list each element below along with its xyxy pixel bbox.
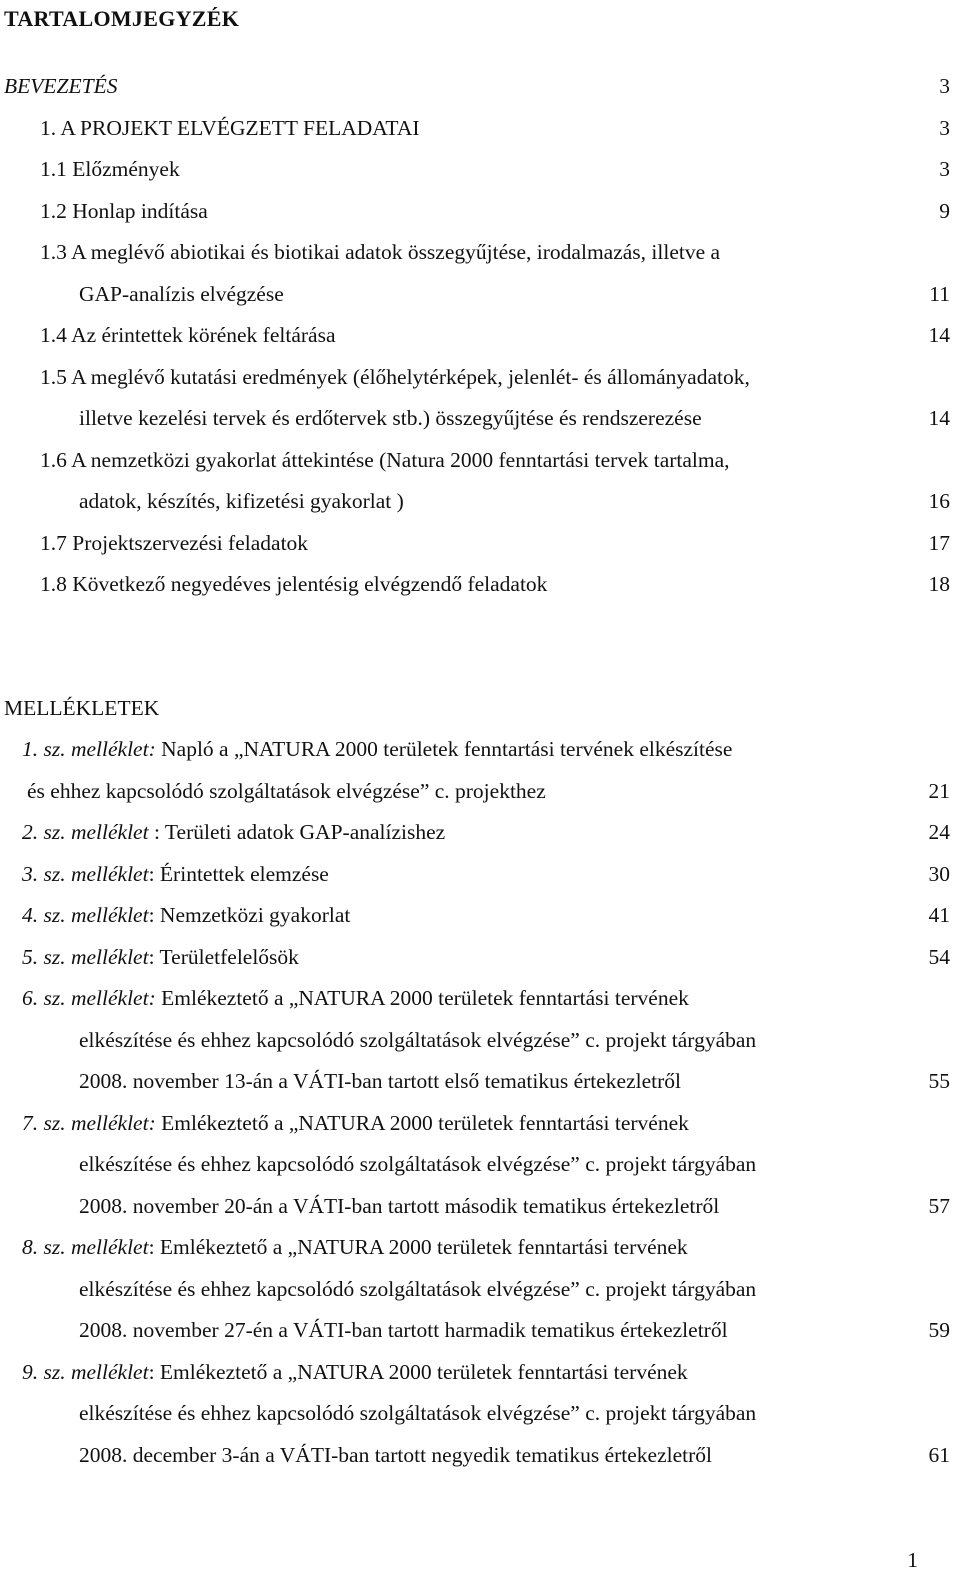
toc-page-number: 17: [928, 530, 950, 555]
toc-page-number: 11: [929, 281, 950, 306]
annex-label: melléklet: [65, 903, 149, 927]
annex-page-number: 24: [928, 820, 950, 844]
toc-entry-line: 1.4 Az érintettek körének feltárása: [40, 323, 336, 347]
toc-page-number: 14: [928, 406, 950, 430]
annex-number: 7. sz.: [22, 1110, 66, 1135]
annex-entry-line: [22, 1359, 688, 1385]
toc-entry-line: 1.1 Előzmények: [40, 157, 180, 181]
annex-title: : Területi adatok GAP-analízishez: [148, 820, 446, 844]
annex-page-number: 61: [928, 1442, 950, 1467]
toc-page-number: 3: [939, 74, 950, 98]
toc-entry-line: 1. A PROJEKT ELVÉGZETT FELADATAI: [40, 115, 420, 140]
annex-number: 6. sz.: [22, 986, 66, 1010]
toc-entry-line: 1.5 A meglévő kutatási eredmények (élőhelytérképek, jelenlét- és állományadatok,: [40, 364, 750, 389]
annex-title: : Területfelelősök: [148, 944, 299, 969]
annex-page-number: 21: [928, 778, 950, 803]
annex-label: melléklet: [65, 861, 149, 886]
annex-title: Napló a „NATURA 2000 területek fenntartási tervének elkészítése: [155, 737, 733, 761]
annex-label: melléklet:: [65, 986, 156, 1010]
annex-entry-line: [22, 736, 732, 762]
annex-entry-line: [22, 1234, 688, 1260]
annex-number: 1. sz.: [22, 737, 66, 761]
toc-page-number: 14: [928, 323, 950, 347]
toc-page-number: 3: [939, 115, 950, 140]
toc-entry-line: adatok, készítés, kifizetési gyakorlat ): [79, 489, 404, 513]
annex-page-number: 55: [928, 1069, 950, 1093]
toc-title: TARTALOMJEGYZÉK: [4, 6, 240, 31]
annex-label: melléklet:: [65, 737, 156, 761]
annex-page-number: 54: [928, 944, 950, 969]
annex-page-number: 59: [928, 1318, 950, 1342]
annex-title: : Nemzetközi gyakorlat: [148, 903, 351, 927]
annex-entry-line: [22, 819, 445, 845]
toc-page-number: 16: [928, 489, 950, 513]
annex-number: 5. sz.: [22, 944, 66, 969]
annex-number: 8. sz.: [22, 1235, 66, 1259]
annex-label: melléklet: [65, 820, 149, 844]
annex-continuation-line: 2008. december 3-án a VÁTI-ban tartott negyedik tematikus értekezletről: [79, 1442, 713, 1467]
annex-continuation-line: elkészítése és ehhez kapcsolódó szolgáltatások elvégzése” c. projekt tárgyában: [79, 1152, 757, 1176]
page-number: 1: [907, 1548, 918, 1572]
annex-number: 3. sz.: [22, 861, 66, 886]
annex-number: 9. sz.: [22, 1359, 66, 1384]
annex-continuation-line: 2008. november 13-án a VÁTI-ban tartott első tematikus értekezletről: [79, 1069, 681, 1093]
annex-continuation-line: 2008. november 27-én a VÁTI-ban tartott harmadik tematikus értekezletről: [79, 1318, 728, 1342]
toc-page-number: 9: [939, 198, 950, 223]
toc-page-number: 3: [939, 157, 950, 181]
annex-continuation-line: és ehhez kapcsolódó szolgáltatások elvégzése” c. projekthez: [27, 778, 546, 803]
annex-label: melléklet: [65, 1359, 149, 1384]
toc-entry-line: GAP-analízis elvégzése: [79, 281, 284, 306]
annex-title: Emlékeztető a „NATURA 2000 területek fenntartási tervének: [155, 986, 689, 1010]
toc-page-number: 18: [928, 572, 950, 596]
annex-entry-line: [22, 944, 299, 970]
toc-entry-line: BEVEZETÉS: [4, 74, 118, 98]
annex-continuation-line: 2008. november 20-án a VÁTI-ban tartott második tematikus értekezletről: [79, 1193, 720, 1218]
toc-entry-line: 1.6 A nemzetközi gyakorlat áttekintése (Natura 2000 fenntartási tervek tartalma,: [40, 447, 730, 472]
toc-entry-line: 1.8 Következő negyedéves jelentésig elvégzendő feladatok: [40, 572, 548, 596]
annex-label: melléklet: [65, 1235, 149, 1259]
annex-entry-line: [22, 1110, 689, 1136]
annex-page-number: 57: [928, 1193, 950, 1218]
annex-heading: MELLÉKLETEK: [4, 696, 160, 720]
annex-entry-line: [22, 985, 689, 1011]
annex-continuation-line: elkészítése és ehhez kapcsolódó szolgáltatások elvégzése” c. projekt tárgyában: [79, 1401, 757, 1425]
toc-entry-line: 1.2 Honlap indítása: [40, 198, 208, 223]
annex-title: : Érintettek elemzése: [148, 861, 329, 886]
toc-entry-line: 1.3 A meglévő abiotikai és biotikai adatok összegyűjtése, irodalmazás, illetve a: [40, 240, 721, 264]
annex-page-number: 30: [928, 861, 950, 886]
annex-title: Emlékeztető a „NATURA 2000 területek fenntartási tervének: [155, 1110, 689, 1135]
annex-title: : Emlékeztető a „NATURA 2000 területek fenntartási tervének: [148, 1235, 688, 1259]
annex-continuation-line: elkészítése és ehhez kapcsolódó szolgáltatások elvégzése” c. projekt tárgyában: [79, 1027, 757, 1052]
toc-entry-line: illetve kezelési tervek és erdőtervek stb.) összegyűjtése és rendszerezése: [79, 406, 702, 430]
annex-number: 4. sz.: [22, 903, 66, 927]
annex-label: melléklet:: [65, 1110, 156, 1135]
annex-title: : Emlékeztető a „NATURA 2000 területek fenntartási tervének: [148, 1359, 688, 1384]
annex-page-number: 41: [928, 903, 950, 927]
annex-label: melléklet: [65, 944, 149, 969]
annex-number: 2. sz.: [22, 820, 66, 844]
annex-entry-line: [22, 861, 329, 887]
toc-entry-line: 1.7 Projektszervezési feladatok: [40, 530, 309, 555]
annex-entry-line: [22, 902, 350, 928]
annex-continuation-line: elkészítése és ehhez kapcsolódó szolgáltatások elvégzése” c. projekt tárgyában: [79, 1276, 757, 1301]
